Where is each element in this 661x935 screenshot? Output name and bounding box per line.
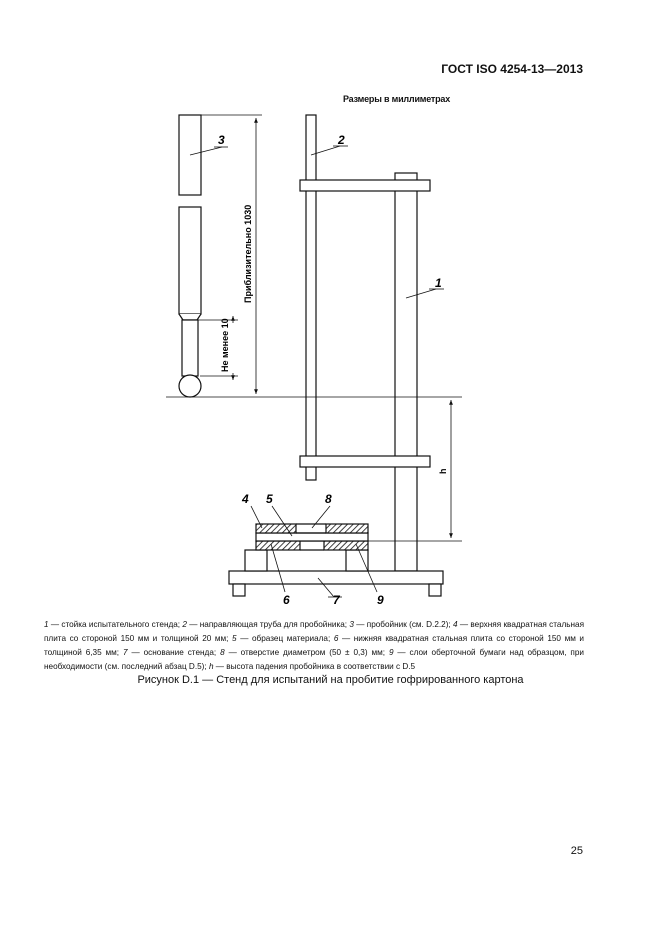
- label-guide-tube: 2: [338, 133, 345, 147]
- label-base: 7: [333, 593, 340, 607]
- legend-item: 8 — отверстие диаметром (50 ± 0,3) мм;: [220, 648, 389, 657]
- dim-min-10: Не менее 10: [220, 318, 230, 372]
- label-specimen: 5: [266, 492, 273, 506]
- label-upper-plate: 4: [242, 492, 249, 506]
- legend-item: 9 — слои оберточной бумаги над образцом, при необходимости (см. последний абзац D.5);: [44, 648, 584, 671]
- dim-approx-total: Приблизительно 1030: [243, 204, 253, 303]
- figure-caption: Рисунок D.1 — Стенд для испытаний на пробитие гофрированного картона: [137, 674, 524, 686]
- legend-item: 6 — нижняя квадратная стальная плита со стороной 150 мм и толщиной 6,35 мм;: [44, 634, 584, 657]
- figure-legend: [44, 618, 584, 674]
- guide-tube: [306, 115, 316, 480]
- legend-item: 2 — направляющая труба для пробойника;: [182, 620, 350, 629]
- label-lower-plate: 6: [283, 593, 290, 607]
- upper-bracket: [300, 180, 430, 191]
- upper-plate: [256, 524, 368, 533]
- dimensions-note: Размеры в миллиметрах: [343, 94, 451, 104]
- lower-plate: [256, 541, 368, 550]
- dim-drop-height: h: [438, 468, 448, 474]
- legend-item: 7 — основание стенда;: [123, 648, 221, 657]
- specimen: [256, 533, 368, 541]
- label-paper-layers: 9: [377, 593, 384, 607]
- legend-item: 5 — образец материала;: [232, 634, 334, 643]
- legend-item: h — высота падения пробойника в соответствии с D.5: [208, 662, 416, 671]
- label-hole: 8: [325, 492, 332, 506]
- page-number: 25: [570, 845, 583, 857]
- legend-item: 3 — пробойник (см. D.2.2);: [349, 620, 454, 629]
- lower-bracket: [300, 456, 430, 467]
- label-stand-post: 1: [435, 276, 442, 290]
- stand-post: [395, 173, 417, 571]
- legend-item: 1 — стойка испытательного стенда;: [44, 620, 183, 629]
- label-striker: 3: [218, 133, 225, 147]
- striker: [179, 115, 201, 397]
- legend-item: 4 — верхняя квадратная стальная плита со стороной 150 мм и толщиной 20 мм;: [44, 620, 585, 643]
- standard-id: ГОСТ ISO 4254-13—2013: [441, 62, 583, 76]
